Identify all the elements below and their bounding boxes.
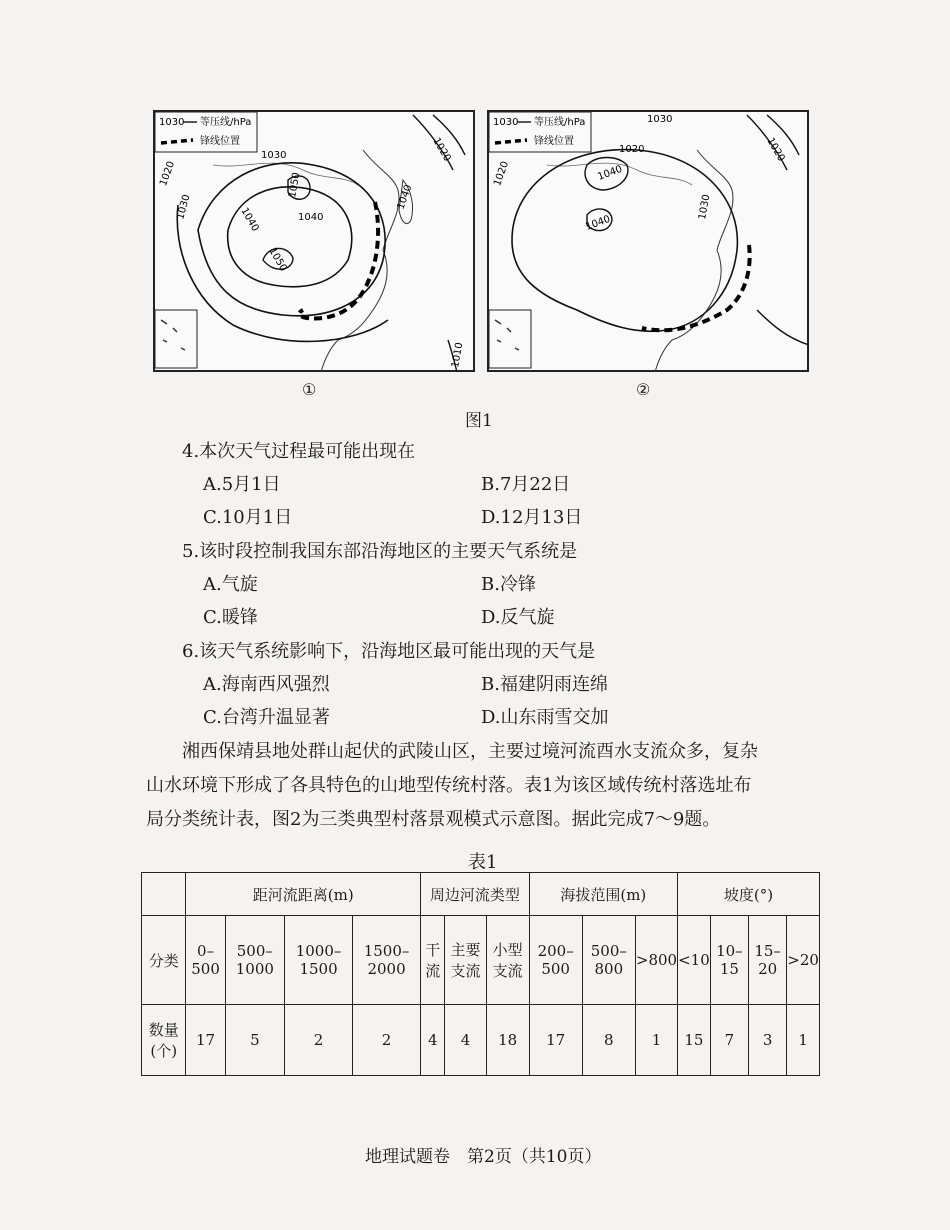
row-label: 分类 [142,916,186,1005]
table-count-row [142,1005,820,1076]
legend-front: 锋线位置 [200,136,240,147]
isobar-label: 1040 [298,212,324,223]
question-4-option-c[interactable]: C.10月1日 [203,507,293,528]
table-category-row [142,916,820,1005]
group-header: 坡度(°) [678,873,820,916]
question-5-stem: 5.该时段控制我国东部沿海地区的主要天气系统是 [182,541,578,562]
count-cell: 17 [529,1005,582,1076]
question-4-option-b[interactable]: B.7月22日 [481,474,571,495]
category-cell: 主要支流 [445,916,486,1005]
border-line [213,163,358,185]
legend-sample-value: 1030 [159,117,185,128]
coastline [321,150,399,372]
count-cell: 17 [186,1005,225,1076]
question-4-option-d[interactable]: D.12月13日 [481,507,583,528]
isobar-label: 1040 [238,206,261,234]
legend-sample-value: 1030 [493,117,519,128]
category-cell: 干流 [421,916,445,1005]
isobar-label: 1030 [697,193,713,221]
page-footer: 地理试题卷 第2页（共10页） [365,1147,602,1167]
passage-line: 山水环境下形成了各具特色的山地型传统村落。表1为该区域传统村落选址布 [146,775,752,796]
question-5-option-c[interactable]: C.暖锋 [203,607,258,628]
isobar-label: 1040 [395,183,415,212]
category-cell: >800 [635,916,677,1005]
legend-isobar: 等压线/hPa [200,117,252,128]
count-cell: 5 [225,1005,284,1076]
group-header: 海拔范围(m) [529,873,677,916]
category-cell: 小型支流 [486,916,529,1005]
village-table [141,872,820,1076]
passage-line: 湘西保靖县地处群山起伏的武陵山区，主要过境河流酉水支流众多，复杂 [182,741,758,762]
passage [146,735,836,837]
count-cell: 1 [787,1005,820,1076]
category-cell: 1000–1500 [285,916,353,1005]
question-6-stem: 6.该天气系统影响下，沿海地区最可能出现的天气是 [182,641,596,662]
isobar-label: 1020 [492,159,512,188]
category-cell: 1500–2000 [353,916,421,1005]
isobar-label: 1040 [584,213,612,233]
question-4-option-a[interactable]: A.5月1日 [203,474,281,495]
map-1-label: ① [302,380,317,399]
count-cell: 2 [353,1005,421,1076]
category-cell: 10–15 [710,916,748,1005]
count-cell: 18 [486,1005,529,1076]
question-6-option-d[interactable]: D.山东雨雪交加 [481,707,609,728]
count-cell: 8 [582,1005,635,1076]
table-header-row [142,873,820,916]
isobar-label: 1050 [287,171,303,199]
weather-map-2 [487,110,809,372]
question-6-option-a[interactable]: A.海南西风强烈 [203,674,330,695]
question-4-stem: 4.本次天气过程最可能出现在 [182,441,416,462]
question-6-option-c[interactable]: C.台湾升温显著 [203,707,330,728]
question-5-option-a[interactable]: A.气旋 [203,574,258,595]
isobar-label: 1010 [450,341,466,369]
isobar-label: 1030 [175,193,193,221]
question-5-option-b[interactable]: B.冷锋 [481,574,536,595]
count-cell: 3 [749,1005,787,1076]
category-cell: <10 [678,916,711,1005]
isobar [512,150,737,332]
category-cell: 0–500 [186,916,225,1005]
count-cell: 4 [421,1005,445,1076]
group-header: 距河流距离(m) [186,873,421,916]
count-cell: 4 [445,1005,486,1076]
count-cell: 15 [678,1005,711,1076]
isobar-label: 1020 [158,159,178,188]
isobar-label: 1020 [619,144,645,155]
legend-isobar: 等压线/hPa [534,117,586,128]
isobar-label: 1030 [647,114,673,125]
map-2-label: ② [636,380,651,399]
question-6-option-b[interactable]: B.福建阴雨连绵 [481,674,608,695]
isobar-label: 1020 [430,136,453,164]
front-line [642,245,750,330]
category-cell: 15–20 [749,916,787,1005]
category-cell: 200–500 [529,916,582,1005]
count-cell: 2 [285,1005,353,1076]
isobar-label: 1030 [261,150,287,161]
table-corner-cell [142,873,186,916]
isobar [757,310,809,345]
table-caption: 表1 [468,852,498,873]
category-cell: 500–800 [582,916,635,1005]
question-5-option-d[interactable]: D.反气旋 [481,607,555,628]
count-cell: 1 [635,1005,677,1076]
passage-line: 局分类统计表，图2为三类典型村落景观模式示意图。据此完成7～9题。 [146,809,721,830]
south-sea-inset [489,310,531,368]
isobar-label: 1040 [596,163,624,183]
coastline [655,150,733,372]
group-header: 周边河流类型 [421,873,530,916]
isobar-label: 1050 [266,246,289,274]
south-sea-inset [155,310,197,368]
legend-front: 锋线位置 [534,136,574,147]
isobar-label: 1020 [764,136,787,164]
count-cell: 7 [710,1005,748,1076]
weather-map-1 [153,110,475,372]
figure-caption: 图1 [465,411,493,431]
isobar [228,187,352,287]
isobar [177,205,388,341]
row-label: 数量(个) [142,1005,186,1076]
category-cell: >20 [787,916,820,1005]
category-cell: 500–1000 [225,916,284,1005]
